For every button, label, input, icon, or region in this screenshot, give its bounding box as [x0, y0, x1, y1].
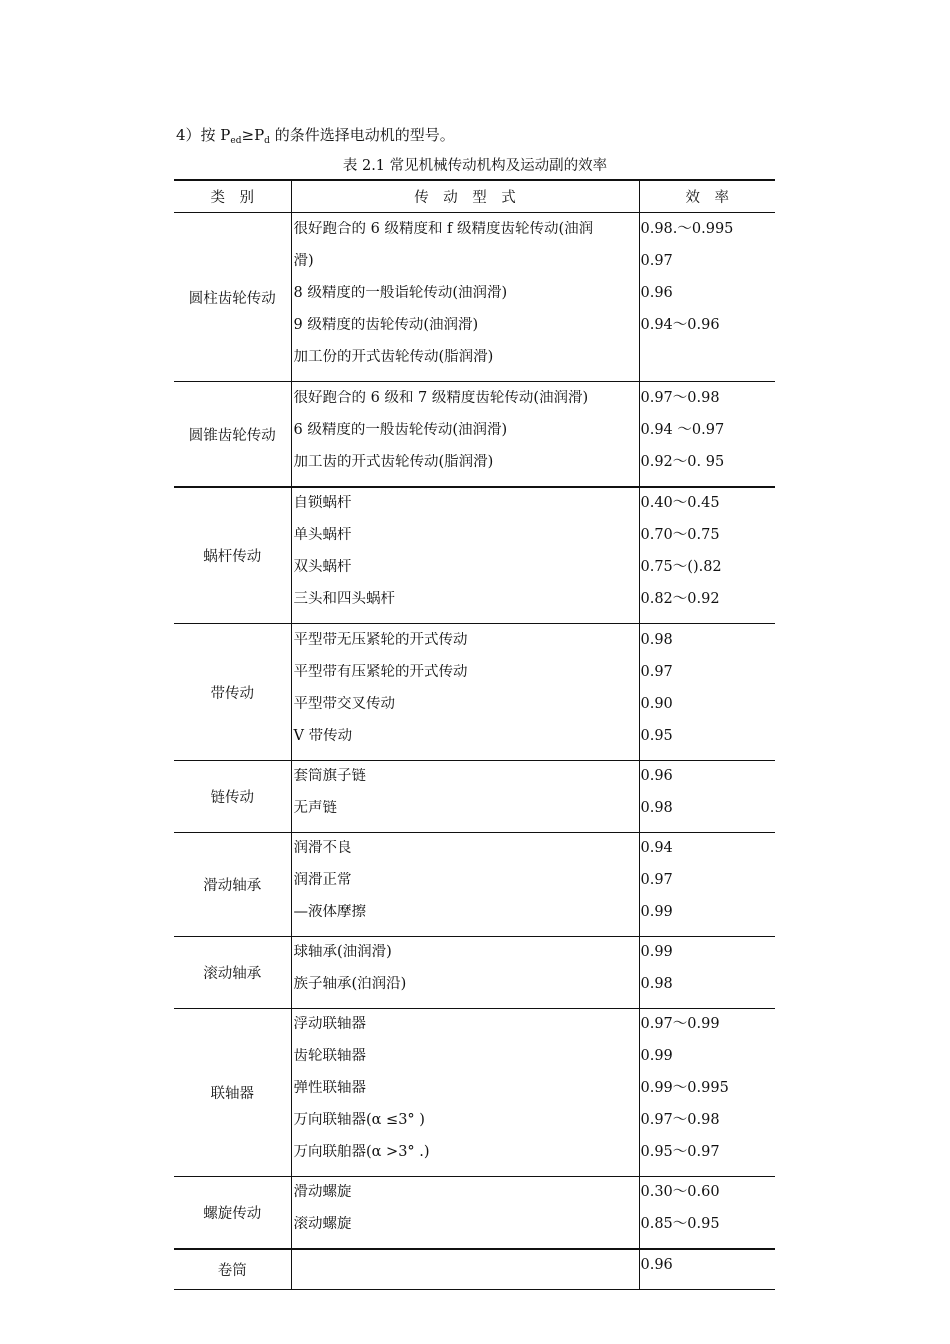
category-cell: 滑动轴承 — [174, 833, 291, 937]
efficiency-line: 0.97 — [640, 664, 673, 680]
type-line: 6 级精度的一般齿轮传动(油润滑) — [293, 422, 508, 438]
type-line: 9 级精度的齿轮传动(油润滑) — [293, 317, 479, 333]
table-row — [174, 937, 775, 1009]
efficiency-cell — [639, 1177, 775, 1250]
type-line: 套筒旗子链 — [293, 768, 366, 784]
table-body — [174, 213, 775, 1290]
efficiency-line: 0.82～0.92 — [640, 591, 720, 607]
efficiency-line: 0.97 — [640, 872, 673, 888]
table-row — [174, 487, 775, 624]
efficiency-line — [640, 349, 776, 381]
intro-prefix: 4）按 P — [176, 126, 231, 144]
category-cell: 联轴器 — [174, 1009, 291, 1177]
efficiency-line: 0.94 ～0.97 — [640, 422, 725, 438]
category-cell: 带传动 — [174, 624, 291, 761]
efficiency-cell — [639, 1249, 775, 1290]
type-cell — [291, 382, 639, 488]
intro-text — [176, 124, 455, 152]
type-cell — [291, 1249, 639, 1290]
efficiency-line: 0.96 — [640, 768, 673, 784]
intro-middle: ≥P — [241, 126, 265, 144]
efficiency-line: 0.90 — [640, 696, 673, 712]
type-line: 万向联舶器(α >3° .) — [293, 1144, 430, 1160]
table-row — [174, 1009, 775, 1177]
category-cell: 螺旋传动 — [174, 1177, 291, 1250]
table-row — [174, 213, 775, 382]
type-line: 滑动螺旋 — [293, 1184, 352, 1200]
intro-subscript-ed: ed — [230, 136, 242, 146]
type-line: 自锁蜗杆 — [293, 495, 352, 511]
efficiency-line: 0.40～0.45 — [640, 495, 720, 511]
header-row — [174, 180, 775, 213]
type-cell — [291, 833, 639, 937]
type-line: 单头蜗杆 — [293, 527, 352, 543]
type-line: 平型带有压紧轮的开式传动 — [293, 664, 468, 680]
header-efficiency: 效 率 — [639, 180, 775, 213]
type-line: 族子轴承(泊润沿) — [293, 976, 407, 992]
type-line — [292, 1257, 639, 1289]
efficiency-line: 0.70～0.75 — [640, 527, 720, 543]
efficiency-cell — [639, 382, 775, 488]
type-line: 很好跑合的 6 级和 7 级精度齿轮传动(油润滑) — [293, 390, 589, 406]
type-cell — [291, 1009, 639, 1177]
type-line: 球轴承(油润滑) — [293, 944, 392, 960]
table-row — [174, 1177, 775, 1250]
efficiency-line: 0.97～0.98 — [640, 390, 720, 406]
efficiency-line: 0.94 — [640, 840, 673, 856]
table-row — [174, 624, 775, 761]
efficiency-cell — [639, 833, 775, 937]
table-caption: 表 2.1 常见机械传动机构及运动副的效率 — [342, 158, 608, 174]
efficiency-line: 0.98 — [640, 976, 673, 992]
type-line: 很好跑合的 6 级精度和 f 级精度齿轮传动(油润 — [293, 221, 594, 237]
type-line: 润滑不良 — [293, 840, 352, 856]
category-cell: 卷筒 — [174, 1249, 291, 1290]
table-row — [174, 382, 775, 488]
type-line: 无声链 — [293, 800, 337, 816]
efficiency-line: 0.94～0.96 — [640, 317, 720, 333]
type-line: 弹性联轴器 — [293, 1080, 366, 1096]
efficiency-line: 0.99 — [640, 1048, 673, 1064]
type-cell — [291, 624, 639, 761]
efficiency-cell — [639, 213, 775, 382]
type-line: 万向联轴器(α ≤3° ) — [293, 1112, 425, 1128]
efficiency-line: 0.75～().82 — [640, 559, 722, 575]
efficiency-line: 0.97～0.99 — [640, 1016, 720, 1032]
type-cell — [291, 487, 639, 624]
efficiency-line: 0.92～0. 95 — [640, 454, 725, 470]
efficiency-cell — [639, 937, 775, 1009]
efficiency-line: 0.96 — [640, 1257, 673, 1273]
type-line: 滚动螺旋 — [293, 1216, 352, 1232]
type-cell — [291, 1177, 639, 1250]
type-line: 三头和四头蜗杆 — [293, 591, 395, 607]
efficiency-cell — [639, 1009, 775, 1177]
efficiency-line: 0.95～0.97 — [640, 1144, 720, 1160]
efficiency-line: 0.97～0.98 — [640, 1112, 720, 1128]
category-cell: 链传动 — [174, 761, 291, 833]
table-row — [174, 1249, 775, 1290]
intro-suffix: 的条件选择电动机的型号。 — [269, 126, 455, 144]
type-line: 浮动联轴器 — [293, 1016, 366, 1032]
category-cell: 滚动轴承 — [174, 937, 291, 1009]
type-cell — [291, 761, 639, 833]
type-line: 平型带无压紧轮的开式传动 — [293, 632, 468, 648]
type-line: 双头蜗杆 — [293, 559, 352, 575]
efficiency-line: 0.99～0.995 — [640, 1080, 729, 1096]
efficiency-line: 0.99 — [640, 944, 673, 960]
efficiency-table — [174, 179, 775, 1290]
type-line: 加工份的开式齿轮传动(脂润滑) — [293, 349, 494, 365]
efficiency-line: 0.30～0.60 — [640, 1184, 720, 1200]
efficiency-line: 0.99 — [640, 904, 673, 920]
type-line: 加工齿的开式齿轮传动(脂润滑) — [293, 454, 494, 470]
type-line: —液体摩擦 — [293, 904, 366, 920]
type-line: V 带传动 — [293, 728, 353, 744]
type-line: 8 级精度的一般诣轮传动(油润滑) — [293, 285, 508, 301]
table-row — [174, 761, 775, 833]
efficiency-line: 0.98.～0.995 — [640, 221, 734, 237]
header-category: 类 别 — [174, 180, 291, 213]
efficiency-line: 0.97 — [640, 253, 673, 269]
type-line: 齿轮联轴器 — [293, 1048, 366, 1064]
efficiency-cell — [639, 624, 775, 761]
efficiency-line: 0.98 — [640, 632, 673, 648]
type-cell — [291, 937, 639, 1009]
type-line: 平型带交叉传动 — [293, 696, 395, 712]
type-line: 润滑正常 — [293, 872, 352, 888]
category-cell: 圆锥齿轮传动 — [174, 382, 291, 488]
type-line: 滑) — [293, 253, 314, 269]
category-cell: 圆柱齿轮传动 — [174, 213, 291, 382]
efficiency-cell — [639, 487, 775, 624]
table-row — [174, 833, 775, 937]
efficiency-line: 0.98 — [640, 800, 673, 816]
efficiency-cell — [639, 761, 775, 833]
efficiency-line: 0.96 — [640, 285, 673, 301]
efficiency-line: 0.85～0.95 — [640, 1216, 720, 1232]
efficiency-line: 0.95 — [640, 728, 673, 744]
type-cell — [291, 213, 639, 382]
intro-subscript-d: d — [264, 136, 270, 146]
category-cell: 蜗杆传动 — [174, 487, 291, 624]
header-type: 传 动 型 式 — [291, 180, 639, 213]
